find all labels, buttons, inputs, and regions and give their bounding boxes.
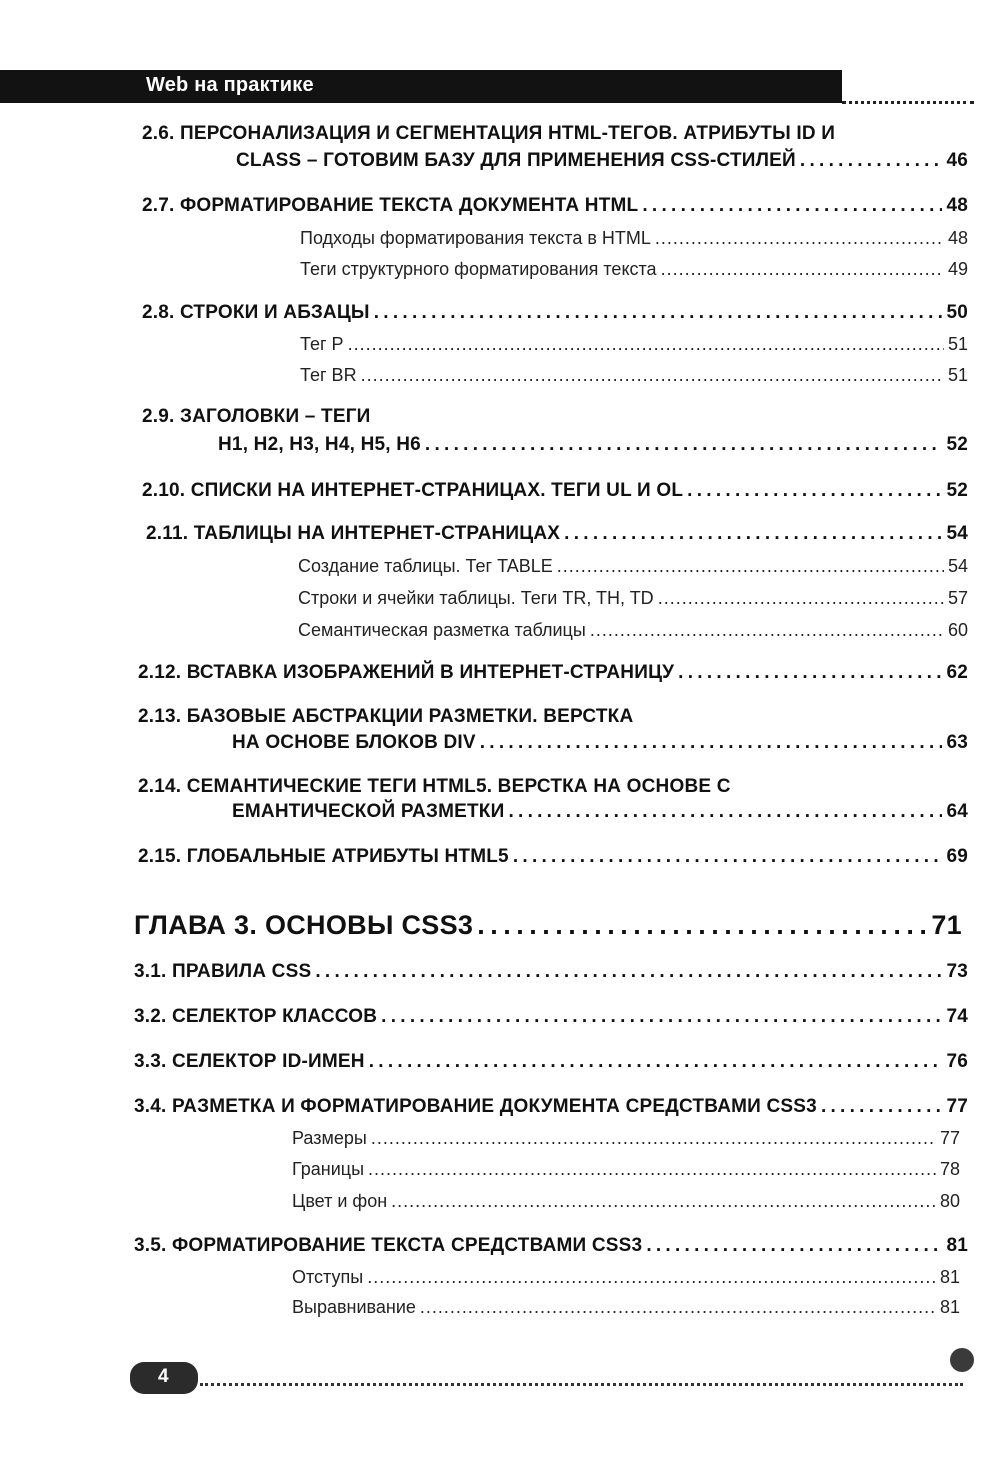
toc-subentry-title: Создание таблицы. Тег TABLE (298, 556, 553, 576)
toc-page-number: 64 (946, 801, 968, 822)
toc-chapter-title: ГЛАВА 3. ОСНОВЫ CSS3 (134, 910, 474, 940)
toc-entry-2-15[interactable] (138, 846, 968, 868)
toc-page-number: 81 (939, 1297, 960, 1317)
toc-entry-title: ЕМАНТИЧЕСКОЙ РАЗМЕТКИ (232, 801, 505, 822)
toc-entry-2-14-line1: 2.14. СЕМАНТИЧЕСКИЕ ТЕГИ HTML5. ВЕРСТКА НА ОСНОВЕ С (138, 776, 731, 797)
toc-entry-2-10[interactable] (142, 480, 968, 502)
toc-entry-title: 3.5. ФОРМАТИРОВАНИЕ ТЕКСТА СРЕДСТВАМИ CSS3 (134, 1235, 643, 1256)
dot-leader (642, 195, 942, 217)
toc-subentry-title: Теги структурного форматирования текста (300, 259, 657, 279)
dot-leader (508, 801, 942, 823)
dot-leader (348, 334, 944, 355)
toc-subentry-title: Тег BR (300, 365, 357, 385)
toc-subentry-title: Подходы форматирования текста в HTML (300, 228, 651, 248)
dot-leader (513, 846, 943, 868)
toc-subentry[interactable] (300, 334, 968, 355)
dot-leader (374, 302, 943, 324)
toc-page-number: 81 (939, 1267, 960, 1287)
dot-leader (655, 228, 944, 249)
toc-entry-title: 3.4. РАЗМЕТКА И ФОРМАТИРОВАНИЕ ДОКУМЕНТА СРЕДСТВАМИ CSS3 (134, 1096, 817, 1117)
dot-leader (646, 1235, 942, 1257)
toc-entry-3-1[interactable] (134, 961, 968, 983)
toc-page-number: 69 (946, 846, 968, 867)
dot-leader (425, 434, 943, 456)
toc-subentry-title: Границы (292, 1159, 364, 1179)
toc-subentry[interactable] (298, 620, 968, 641)
toc-page-number: 51 (947, 334, 968, 354)
toc-subentry-title: Выравнивание (292, 1297, 416, 1317)
toc-page-number: 78 (939, 1159, 960, 1179)
toc-subentry[interactable] (292, 1267, 960, 1288)
dot-leader (821, 1096, 943, 1118)
toc-page-number: 73 (946, 961, 968, 982)
toc-subentry[interactable] (300, 228, 968, 249)
toc-entry-title: 2.11. ТАБЛИЦЫ НА ИНТЕРНЕТ-СТРАНИЦАХ (146, 523, 561, 544)
dot-leader (658, 588, 944, 609)
footer-dot-ornament (950, 1348, 974, 1372)
dot-leader (315, 961, 942, 983)
toc-entry-2-12[interactable] (138, 662, 968, 684)
toc-subentry-title: Строки и ячейки таблицы. Теги TR, TH, TD (298, 588, 654, 608)
dot-leader (557, 556, 944, 577)
toc-entry-2-6-line1: 2.6. ПЕРСОНАЛИЗАЦИЯ И СЕГМЕНТАЦИЯ HTML-ТЕГОВ. АТРИБУТЫ ID И (142, 123, 836, 144)
toc-entry-2-7[interactable] (142, 195, 968, 217)
dot-leader (800, 150, 943, 172)
toc-entry-2-13-line1: 2.13. БАЗОВЫЕ АБСТРАКЦИИ РАЗМЕТКИ. ВЕРСТКА (138, 706, 634, 727)
toc-subentry[interactable] (292, 1159, 960, 1180)
dot-leader (369, 1051, 943, 1073)
dot-leader (477, 910, 927, 941)
toc-page-number: 76 (946, 1051, 968, 1072)
dot-leader (368, 1159, 936, 1180)
toc-subentry-title: Цвет и фон (292, 1191, 388, 1211)
toc-entry-2-11[interactable] (146, 523, 968, 545)
dot-leader (687, 480, 942, 502)
toc-subentry[interactable] (298, 588, 968, 609)
toc-entry-2-9-line1: 2.9. ЗАГОЛОВКИ – ТЕГИ (142, 406, 371, 427)
toc-page-number: 63 (946, 732, 968, 753)
toc-page-number: 54 (947, 556, 968, 576)
toc-page-number: 81 (946, 1235, 968, 1256)
toc-page-number: 48 (947, 228, 968, 248)
toc-entry-title: 2.10. СПИСКИ НА ИНТЕРНЕТ-СТРАНИЦАХ. ТЕГИ UL И OL (142, 480, 684, 501)
toc-entry-title: 2.7. ФОРМАТИРОВАНИЕ ТЕКСТА ДОКУМЕНТА HTML (142, 195, 639, 216)
dot-leader (391, 1191, 936, 1212)
toc-page-number: 80 (939, 1191, 960, 1211)
toc-page-number: 57 (947, 588, 968, 608)
toc-entry-2-9[interactable] (218, 434, 968, 456)
toc-subentry-title: Тег P (300, 334, 344, 354)
toc-page-number: 46 (946, 150, 968, 171)
toc-subentry[interactable] (292, 1191, 960, 1212)
dot-leader (420, 1297, 936, 1318)
toc-entry-title: 2.15. ГЛОБАЛЬНЫЕ АТРИБУТЫ HTML5 (138, 846, 509, 867)
toc-entry-3-5[interactable] (134, 1235, 968, 1257)
toc-subentry[interactable] (300, 365, 968, 386)
toc-subentry[interactable] (292, 1128, 960, 1149)
header-bar (0, 70, 842, 103)
toc-entry-2-14[interactable] (232, 801, 968, 823)
toc-page-number: 62 (946, 662, 968, 683)
toc-page-number: 49 (947, 259, 968, 279)
toc-page-number: 51 (947, 365, 968, 385)
toc-page-number: 52 (946, 434, 968, 455)
toc-page-number: 77 (946, 1096, 968, 1117)
toc-entry-title: 3.3. СЕЛЕКТОР ID-ИМЕН (134, 1051, 365, 1072)
toc-entry-title: CLASS – ГОТОВИМ БАЗУ ДЛЯ ПРИМЕНЕНИЯ CSS-СТИЛЕЙ (236, 150, 796, 171)
running-header-title: Web на практике (146, 74, 314, 96)
dot-leader (367, 1267, 936, 1288)
dot-leader (590, 620, 944, 641)
dot-leader (661, 259, 944, 280)
dot-leader (361, 365, 944, 386)
toc-page-number: 50 (946, 302, 968, 323)
toc-entry-3-2[interactable] (134, 1006, 968, 1028)
toc-entry-title: 3.2. СЕЛЕКТОР КЛАССОВ (134, 1006, 378, 1027)
toc-subentry-title: Семантическая разметка таблицы (298, 620, 586, 640)
toc-page-number: 77 (939, 1128, 960, 1148)
toc-entry-3-3[interactable] (134, 1051, 968, 1073)
toc-page-number: 54 (946, 523, 968, 544)
toc-entry-title: НА ОСНОВЕ БЛОКОВ DIV (232, 732, 476, 753)
dot-leader (564, 523, 942, 545)
toc-entry-3-4[interactable] (134, 1096, 968, 1118)
toc-entry-2-13[interactable] (232, 732, 968, 754)
toc-entry-title: 2.8. СТРОКИ И АБЗАЦЫ (142, 302, 370, 323)
toc-page-number: 48 (946, 195, 968, 216)
toc-entry-title: 3.1. ПРАВИЛА CSS (134, 961, 312, 982)
toc-page-number: 74 (946, 1006, 968, 1027)
toc-subentry-title: Отступы (292, 1267, 364, 1287)
toc-entry-2-6[interactable] (236, 150, 968, 172)
dot-leader (381, 1006, 942, 1028)
page-number: 4 (158, 1366, 169, 1387)
footer-dotted-rule (200, 1383, 963, 1386)
toc-page-number: 71 (931, 910, 962, 940)
toc-chapter-3[interactable] (134, 910, 962, 941)
toc-entry-2-8[interactable] (142, 302, 968, 324)
header-dotted-rule (842, 101, 974, 104)
toc-subentry[interactable] (292, 1297, 960, 1318)
toc-entry-title: 2.12. ВСТАВКА ИЗОБРАЖЕНИЙ В ИНТЕРНЕТ-СТРАНИЦУ (138, 662, 675, 683)
toc-entry-title: H1, H2, H3, H4, H5, H6 (218, 434, 421, 455)
dot-leader (480, 732, 943, 754)
toc-subentry-title: Размеры (292, 1128, 367, 1148)
toc-page-number: 60 (947, 620, 968, 640)
dot-leader (678, 662, 942, 684)
dot-leader (371, 1128, 936, 1149)
toc-page-number: 52 (946, 480, 968, 501)
toc-subentry[interactable] (298, 556, 968, 577)
toc-subentry[interactable] (300, 259, 968, 280)
